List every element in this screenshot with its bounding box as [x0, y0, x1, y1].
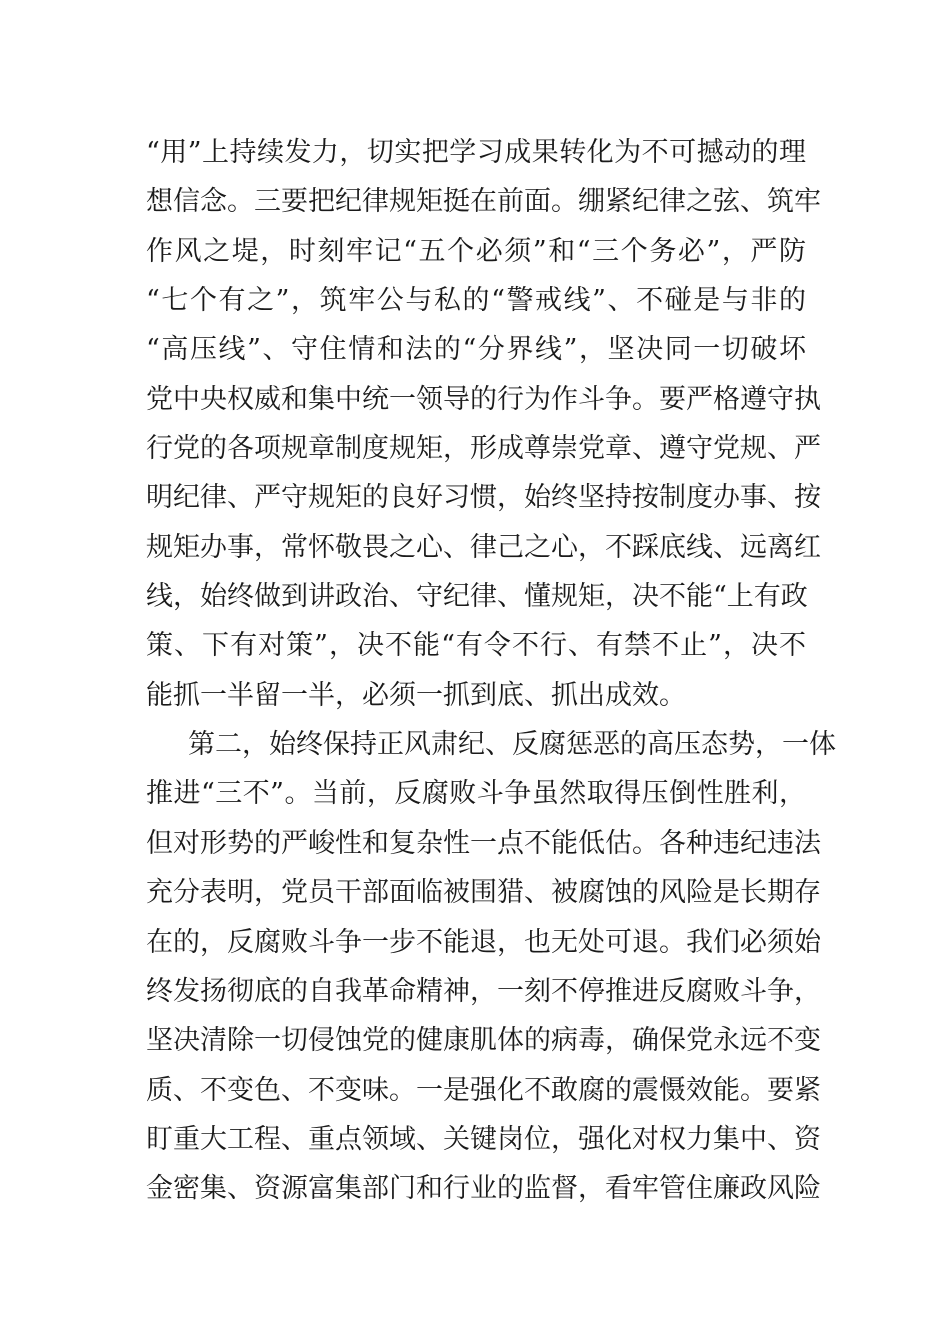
text-line: 策、下有对策”，决不能“有令不行、有禁不止”，决不 [146, 630, 806, 662]
text-line: 终发扬彻底的自我革命精神，一刻不停推进反腐败斗争， [146, 975, 821, 1007]
text-line: 质、不变色、不变味。一是强化不敢腐的震慑效能。要紧 [146, 1074, 821, 1106]
text-line: “用”上持续发力，切实把学习成果转化为不可撼动的理 [146, 137, 806, 168]
text-line: 线，始终做到讲政治、守纪律、懂规矩，决不能“上有政 [146, 581, 808, 613]
text-line: 金密集、资源富集部门和行业的监督，看牢管住廉政风险 [146, 1173, 821, 1205]
paragraph-end-line: 能抓一半留一半，必须一抓到底、抓出成效。 [146, 679, 686, 711]
text-line: 党中央权威和集中统一领导的行为作斗争。要严格遵守执 [146, 383, 821, 415]
text-line: 作风之堤，时刻牢记“五个必须”和“三个务必”，严防 [146, 235, 806, 267]
text-line: 但对形势的严峻性和复杂性一点不能低估。各种违纪违法 [146, 827, 821, 859]
paragraph-start-line: 第二，始终保持正风肃纪、反腐惩恶的高压态势，一体 [188, 729, 836, 761]
text-line: 明纪律、严守规矩的良好习惯，始终坚持按制度办事、按 [146, 482, 821, 514]
text-line: 行党的各项规章制度规矩，形成尊崇党章、遵守党规、严 [146, 433, 821, 465]
text-line: 盯重大工程、重点领域、关键岗位，强化对权力集中、资 [146, 1123, 821, 1155]
text-line: 充分表明，党员干部面临被围猎、被腐蚀的风险是长期存 [146, 877, 821, 909]
body-text [146, 128, 836, 1214]
text-line: 在的，反腐败斗争一步不能退，也无处可退。我们必须始 [146, 926, 821, 958]
text-line: “高压线”、守住情和法的“分界线”，坚决同一切破坏 [146, 334, 806, 366]
text-line: 推进“三不”。当前，反腐败斗争虽然取得压倒性胜利， [146, 778, 806, 810]
text-line: 坚决清除一切侵蚀党的健康肌体的病毒，确保党永远不变 [146, 1025, 821, 1057]
text-line: “七个有之”，筑牢公与私的“警戒线”、不碰是与非的 [146, 285, 806, 317]
text-line: 规矩办事，常怀敬畏之心、律己之心，不踩底线、远离红 [146, 531, 821, 563]
text-line: 想信念。三要把纪律规矩挺在前面。绷紧纪律之弦、筑牢 [146, 186, 821, 218]
